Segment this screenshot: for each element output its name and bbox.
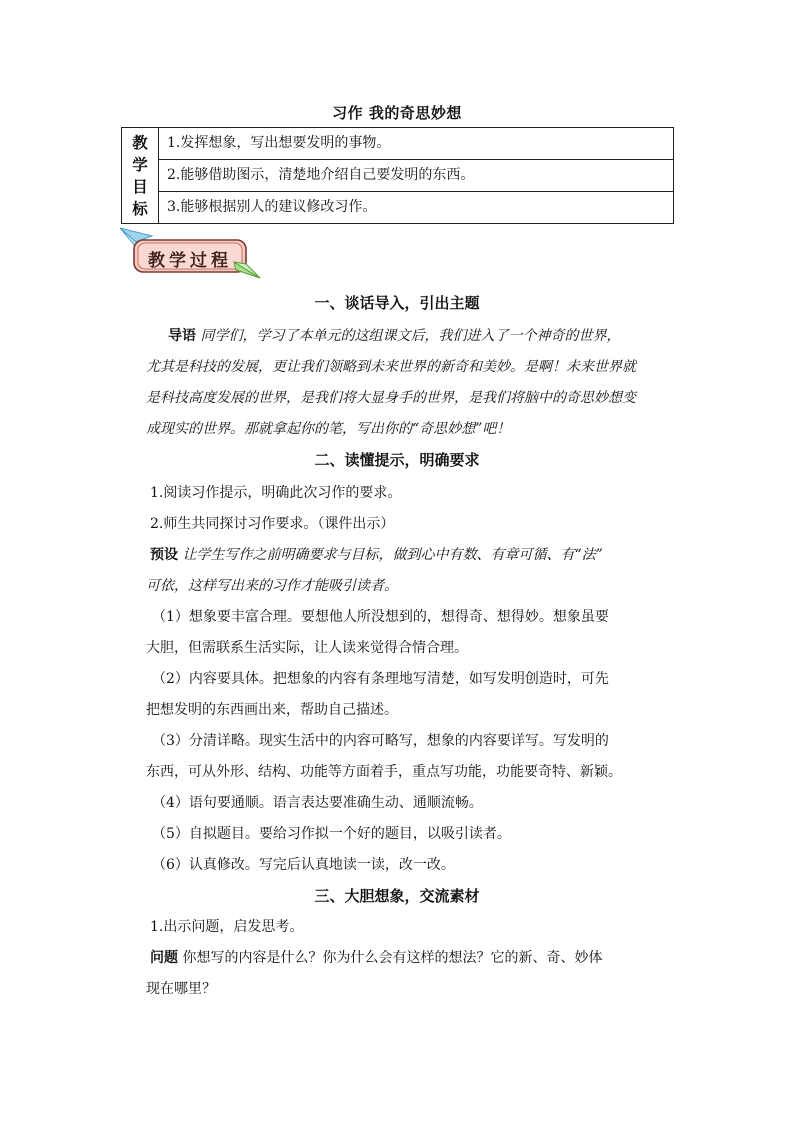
objectives-label-char: 学	[132, 154, 148, 174]
banner-label: 教学过程	[148, 251, 232, 271]
intro-label: 导语	[168, 328, 196, 344]
requirement-line: （6）认真修改。写完后认真地读一读，改一改。	[152, 857, 455, 873]
objective-item: 3.能够根据别人的建议修改习作。	[167, 199, 377, 215]
section-heading: 一、谈话导入，引出主题	[314, 294, 480, 312]
intro-text: 同学们，学习了本单元的这组课文后，我们进入了一个神奇的世界，	[200, 328, 621, 344]
requirement-line: 把想发明的东西画出来，帮助自己描述。	[146, 702, 398, 718]
objective-item: 2.能够借助图示，清楚地介绍自己要发明的东西。	[167, 167, 475, 183]
requirement-line: （3）分清详略。现实生活中的内容可略写，想象的内容要详写。写发明的	[152, 733, 609, 749]
section-heading: 三、大胆想象，交流素材	[314, 887, 480, 905]
question-line: 现在哪里？	[146, 981, 216, 997]
requirement-line: 大胆，但需联系生活实际，让人读来觉得合情合理。	[146, 640, 468, 656]
intro-line: 尤其是科技的发展，更让我们领略到未来世界的新奇和美妙。是啊！未来世界就	[146, 359, 636, 375]
requirement-line: （1）想象要丰富合理。要想他人所没想到的，想得奇、想得妙。想象虽要	[152, 609, 609, 625]
step-item: 1.出示问题，启发思考。	[150, 919, 304, 935]
preset-text: 让学生写作之前明确要求与目标，做到心中有数、有章可循、有“法”	[182, 547, 603, 563]
intro-line: 是科技高度发展的世界，是我们将大显身手的世界，是我们将脑中的奇思妙想变	[146, 390, 636, 406]
teaching-process-banner	[118, 226, 263, 281]
question-text: 你想写的内容是什么？你为什么会有这样的想法？它的新、奇、妙体	[182, 950, 603, 966]
preset-label: 预设	[150, 547, 178, 563]
requirement-line: （5）自拟题目。要给习作拟一个好的题目，以吸引读者。	[152, 826, 511, 842]
requirement-line: （2）内容要具体。把想象的内容有条理地写清楚，如写发明创造时，可先	[152, 671, 609, 687]
objectives-table	[121, 127, 674, 224]
objectives-label-char: 教	[132, 132, 148, 152]
step-item: 2.师生共同探讨习作要求。（课件出示）	[150, 516, 395, 532]
step-item: 1.阅读习作提示，明确此次习作的要求。	[150, 485, 402, 501]
question-first-line	[150, 947, 602, 967]
section-heading: 二、读懂提示，明确要求	[314, 451, 480, 469]
objectives-items	[159, 128, 674, 160]
objectives-label-char: 目	[132, 176, 148, 196]
document-title: 习作 我的奇思妙想	[332, 104, 462, 122]
objective-item: 1.发挥想象，写出想要发明的事物。	[167, 135, 391, 151]
preset-first-line	[150, 544, 603, 564]
preset-line: 可依，这样写出来的习作才能吸引读者。	[146, 578, 398, 594]
intro-first-line	[168, 325, 620, 345]
requirement-line: 东西，可从外形、结构、功能等方面着手，重点写功能，功能要奇特、新颖。	[146, 764, 622, 780]
objectives-label-char: 标	[132, 198, 148, 218]
question-label: 问题	[150, 950, 178, 966]
requirement-line: （4）语句要通顺。语言表达要准确生动、通顺流畅。	[152, 795, 483, 811]
objectives-label	[122, 128, 159, 224]
intro-line: 成现实的世界。那就拿起你的笔，写出你的“奇思妙想”吧！	[146, 421, 511, 437]
